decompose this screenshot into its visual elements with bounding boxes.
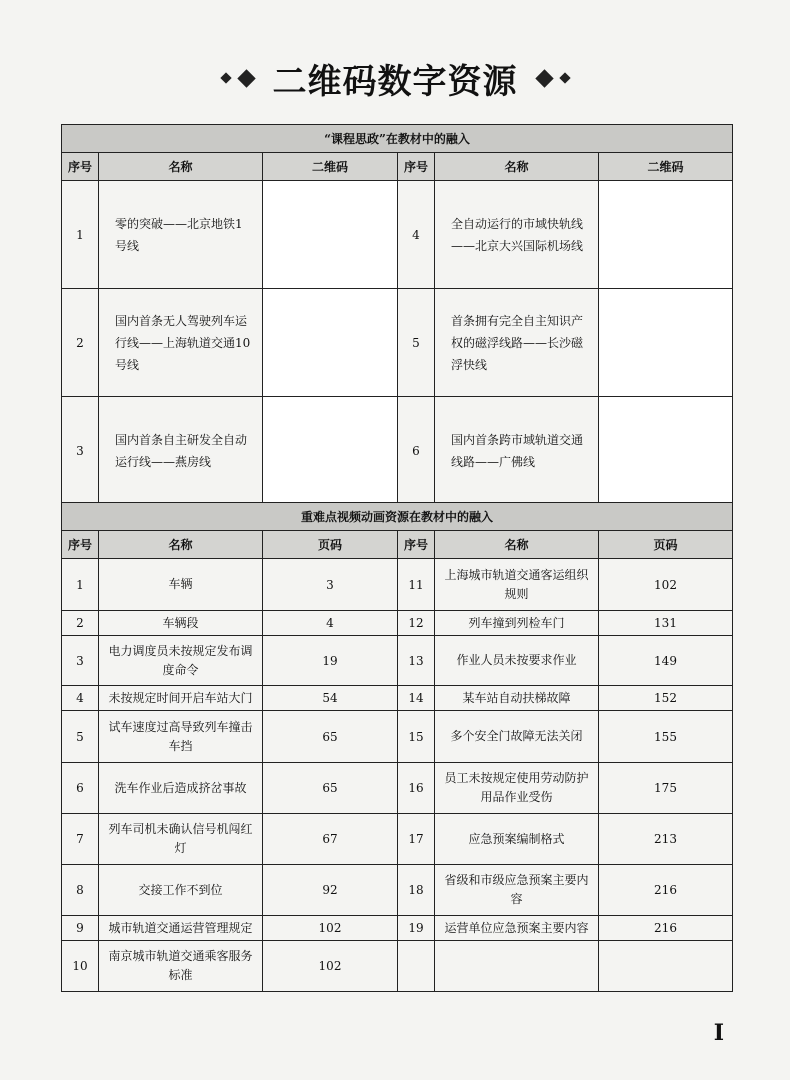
resource-name: 国内首条跨市域轨道交通线路——广佛线 [435,397,599,505]
resource-name: 作业人员未按要求作业 [435,636,599,686]
resource-name: 某车站自动扶梯故障 [435,686,599,711]
page-ref: 149 [599,636,733,686]
row-number: 3 [62,636,99,686]
page-title: 二维码数字资源 [272,61,518,102]
diamond-icon [237,69,255,87]
table-row [62,559,733,611]
diamond-icon [535,69,553,87]
qr-code-slot[interactable] [263,181,398,289]
qr-code-slot[interactable] [263,289,398,397]
row-number: 12 [398,611,435,636]
row-number: 11 [398,559,435,611]
qr-code-slot[interactable] [599,289,733,397]
resource-name: 车辆 [99,559,263,611]
row-number: 2 [62,611,99,636]
row-number: 8 [62,865,99,916]
row-number: 15 [398,711,435,763]
resource-name: 未按规定时间开启车站大门 [99,686,263,711]
row-number: 13 [398,636,435,686]
column-header: 序号 [398,531,435,559]
resource-name: 国内首条自主研发全自动运行线——燕房线 [99,397,263,505]
table-row [62,711,733,763]
diamond-icon [559,72,570,83]
qr-code-slot[interactable] [599,181,733,289]
row-number: 6 [398,397,435,505]
column-header: 序号 [62,153,99,181]
row-number: 3 [62,397,99,505]
page-ref: 213 [599,814,733,865]
column-header: 名称 [435,531,599,559]
column-header: 页码 [263,531,398,559]
page-ref: 54 [263,686,398,711]
row-number: 1 [62,181,99,289]
table-row [62,916,733,941]
page-ref: 216 [599,865,733,916]
column-header: 序号 [398,153,435,181]
page-number: I [713,1020,724,1046]
diamond-icon [220,72,231,83]
column-header: 页码 [599,531,733,559]
row-number: 4 [62,686,99,711]
table-row [62,865,733,916]
resource-name: 交接工作不到位 [99,865,263,916]
qr-code-slot[interactable] [599,397,733,505]
row-number: 7 [62,814,99,865]
page-ref: 102 [263,916,398,941]
section-title: “课程思政”在教材中的融入 [62,125,733,153]
row-number: 16 [398,763,435,814]
resource-name: 多个安全门故障无法关闭 [435,711,599,763]
video-resource-table [61,502,733,992]
row-number: 2 [62,289,99,397]
row-number: 10 [62,941,99,992]
row-number: 5 [398,289,435,397]
qr-resource-table [61,124,733,505]
resource-name: 零的突破——北京地铁1号线 [99,181,263,289]
table-row [62,941,733,992]
section-title: 重难点视频动画资源在教材中的融入 [62,503,733,531]
resource-name: 应急预案编制格式 [435,814,599,865]
table-row [62,397,733,505]
page-ref [599,941,733,992]
page-ref: 67 [263,814,398,865]
row-number: 18 [398,865,435,916]
resource-name: 员工未按规定使用劳动防护用品作业受伤 [435,763,599,814]
qr-code-slot[interactable] [263,397,398,505]
row-number: 19 [398,916,435,941]
page-ref: 92 [263,865,398,916]
resource-name: 城市轨道交通运营管理规定 [99,916,263,941]
table-row [62,763,733,814]
resource-name: 洗车作业后造成挤岔事故 [99,763,263,814]
resource-name: 首条拥有完全自主知识产权的磁浮线路——长沙磁浮快线 [435,289,599,397]
resource-name: 试车速度过高导致列车撞击车挡 [99,711,263,763]
resource-name: 全自动运行的市域快轨线——北京大兴国际机场线 [435,181,599,289]
table-row [62,814,733,865]
table-row [62,181,733,289]
resource-name [435,941,599,992]
resource-name: 省级和市级应急预案主要内容 [435,865,599,916]
row-number [398,941,435,992]
row-number: 14 [398,686,435,711]
page-ref: 3 [263,559,398,611]
page-ref: 152 [599,686,733,711]
page-ref: 175 [599,763,733,814]
page-ref: 131 [599,611,733,636]
page-ref: 65 [263,763,398,814]
resource-name: 列车司机未确认信号机闯红灯 [99,814,263,865]
resource-name: 列车撞到列检车门 [435,611,599,636]
row-number: 1 [62,559,99,611]
row-number: 4 [398,181,435,289]
page-ref: 65 [263,711,398,763]
column-header: 名称 [99,531,263,559]
column-header: 二维码 [599,153,733,181]
column-header: 序号 [62,531,99,559]
resource-name: 电力调度员未按规定发布调度命令 [99,636,263,686]
row-number: 5 [62,711,99,763]
table-row [62,686,733,711]
page-ref: 155 [599,711,733,763]
resource-name: 南京城市轨道交通乘客服务标准 [99,941,263,992]
resource-name: 上海城市轨道交通客运组织规则 [435,559,599,611]
column-header: 二维码 [263,153,398,181]
resource-name: 运营单位应急预案主要内容 [435,916,599,941]
column-header: 名称 [435,153,599,181]
row-number: 6 [62,763,99,814]
title-banner [0,56,790,100]
table-row [62,636,733,686]
page-ref: 216 [599,916,733,941]
page-ref: 102 [599,559,733,611]
table-row [62,611,733,636]
row-number: 17 [398,814,435,865]
page-ref: 102 [263,941,398,992]
page-ref: 19 [263,636,398,686]
resource-name: 国内首条无人驾驶列车运行线——上海轨道交通10号线 [99,289,263,397]
column-header: 名称 [99,153,263,181]
row-number: 9 [62,916,99,941]
table-row [62,289,733,397]
resource-name: 车辆段 [99,611,263,636]
page-ref: 4 [263,611,398,636]
